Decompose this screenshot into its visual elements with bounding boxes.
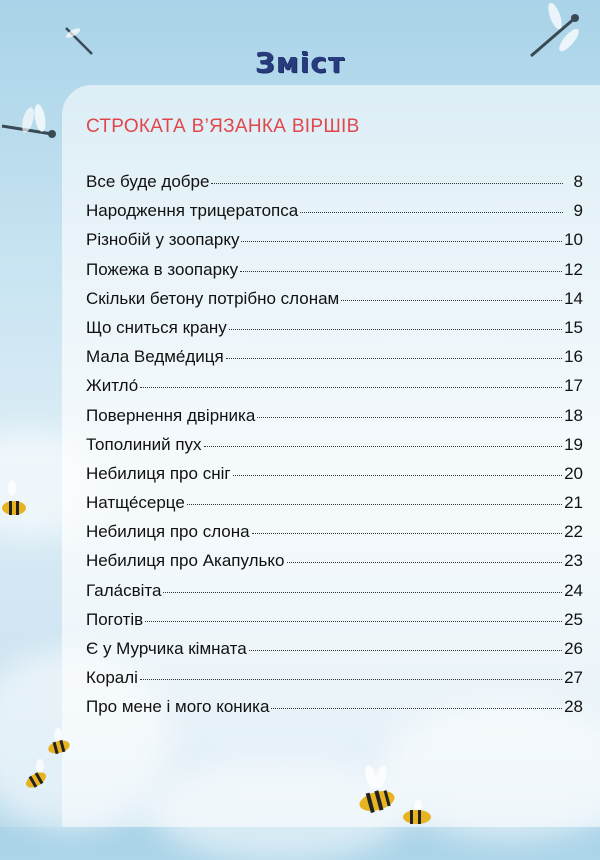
toc-entry[interactable] xyxy=(86,522,583,551)
toc-entry[interactable] xyxy=(86,406,583,435)
dot-leader xyxy=(211,182,563,184)
toc-entry-title: Небилиця про слона xyxy=(86,522,250,542)
toc-entry[interactable] xyxy=(86,260,583,289)
bee-icon xyxy=(44,728,74,758)
bee-icon xyxy=(355,765,399,815)
toc-entry[interactable] xyxy=(86,668,583,697)
dot-leader xyxy=(226,357,562,359)
toc-entry-page-number: 22 xyxy=(564,522,583,542)
bee-icon xyxy=(0,480,30,520)
toc-entry-title: Небилиця про сніг xyxy=(86,463,231,483)
toc-entry-page-number: 14 xyxy=(564,288,583,308)
dot-leader xyxy=(163,591,562,593)
dot-leader xyxy=(252,532,562,534)
bee-icon xyxy=(22,758,52,790)
dot-leader xyxy=(204,445,563,447)
toc-entry-title: Гала́світа xyxy=(86,580,162,600)
toc-entry[interactable] xyxy=(86,376,583,405)
toc-entry-title: Мала Ведме́диця xyxy=(86,347,224,367)
toc-entry-title: Житло́ xyxy=(86,376,139,396)
dot-leader xyxy=(287,561,563,563)
dot-leader xyxy=(240,270,562,272)
toc-entry-page-number: 12 xyxy=(564,259,583,279)
toc-entry-title: Пожежа в зоопарку xyxy=(86,259,239,279)
toc-entry-page-number: 23 xyxy=(564,551,583,571)
toc-entry-title: Натще́серце xyxy=(86,493,185,513)
bee-icon xyxy=(400,800,434,827)
dot-leader xyxy=(300,211,563,213)
toc-entry[interactable] xyxy=(86,610,583,639)
toc-entry-page-number: 8 xyxy=(573,172,583,191)
toc-entry[interactable] xyxy=(86,172,583,201)
toc-entry-page-number: 26 xyxy=(564,639,583,658)
toc-entry-page-number: 21 xyxy=(564,493,583,513)
toc-entry-title: Скільки бетону потрібно слонам xyxy=(86,288,340,308)
toc-entry-title: Різнобій у зоопарку xyxy=(86,230,240,250)
toc-entry-page-number: 27 xyxy=(564,668,583,688)
dot-leader xyxy=(233,474,563,476)
toc-entry-page-number: 9 xyxy=(573,201,583,221)
toc-entry-title: Тополиний пух xyxy=(86,434,202,454)
toc-entry-page-number: 15 xyxy=(564,317,583,337)
toc-entry-page-number: 10 xyxy=(564,230,583,250)
toc-entry-title: Що сниться крану xyxy=(86,317,227,337)
toc-entry[interactable] xyxy=(86,318,583,347)
toc-entry-title: Повернення двірника xyxy=(86,405,256,425)
toc-entry-page-number: 20 xyxy=(564,463,583,483)
toc-entry-page-number: 28 xyxy=(564,697,583,717)
toc-entry-page-number: 24 xyxy=(564,580,583,600)
toc-entry-page-number: 25 xyxy=(564,609,583,629)
dot-leader xyxy=(140,386,562,388)
dragonfly-icon xyxy=(0,104,64,144)
toc-entry-page-number: 18 xyxy=(564,405,583,425)
toc-entry[interactable] xyxy=(86,201,583,230)
dot-leader xyxy=(341,299,562,301)
dot-leader xyxy=(249,649,562,651)
dot-leader xyxy=(145,620,562,622)
toc-entry-title: Небилиця про Акапулько xyxy=(86,551,285,571)
dot-leader xyxy=(271,707,562,709)
toc-entry[interactable] xyxy=(86,230,583,259)
toc-entry[interactable] xyxy=(86,347,583,376)
toc-entry[interactable] xyxy=(86,639,583,668)
toc-entry-title: Все буде добре xyxy=(86,172,210,191)
dot-leader xyxy=(257,416,562,418)
toc-entry-page-number: 16 xyxy=(564,347,583,367)
toc-entry[interactable] xyxy=(86,289,583,318)
page-title: Зміст xyxy=(254,46,346,79)
toc-entry-page-number: 17 xyxy=(564,376,583,396)
dot-leader xyxy=(229,328,562,330)
toc-entry[interactable] xyxy=(86,493,583,522)
dot-leader xyxy=(241,240,562,242)
toc-entry-title: Про мене і мого коника xyxy=(86,697,270,717)
dot-leader xyxy=(140,678,562,680)
toc-entry[interactable] xyxy=(86,464,583,493)
section-heading: СТРОКАТА В’ЯЗАНКА ВІРШІВ xyxy=(86,116,360,137)
table-of-contents xyxy=(86,172,583,727)
toc-entry[interactable] xyxy=(86,697,583,726)
toc-entry[interactable] xyxy=(86,551,583,580)
toc-entry[interactable] xyxy=(86,435,583,464)
toc-entry-title: Поготів xyxy=(86,609,144,629)
toc-entry-title: Народження трицератопса xyxy=(86,201,299,221)
toc-entry-title: Коралі xyxy=(86,668,138,688)
toc-entry-page-number: 19 xyxy=(564,434,583,454)
dot-leader xyxy=(187,503,562,505)
toc-entry-title: Є у Мурчика кімната xyxy=(86,639,247,658)
toc-entry[interactable] xyxy=(86,581,583,610)
